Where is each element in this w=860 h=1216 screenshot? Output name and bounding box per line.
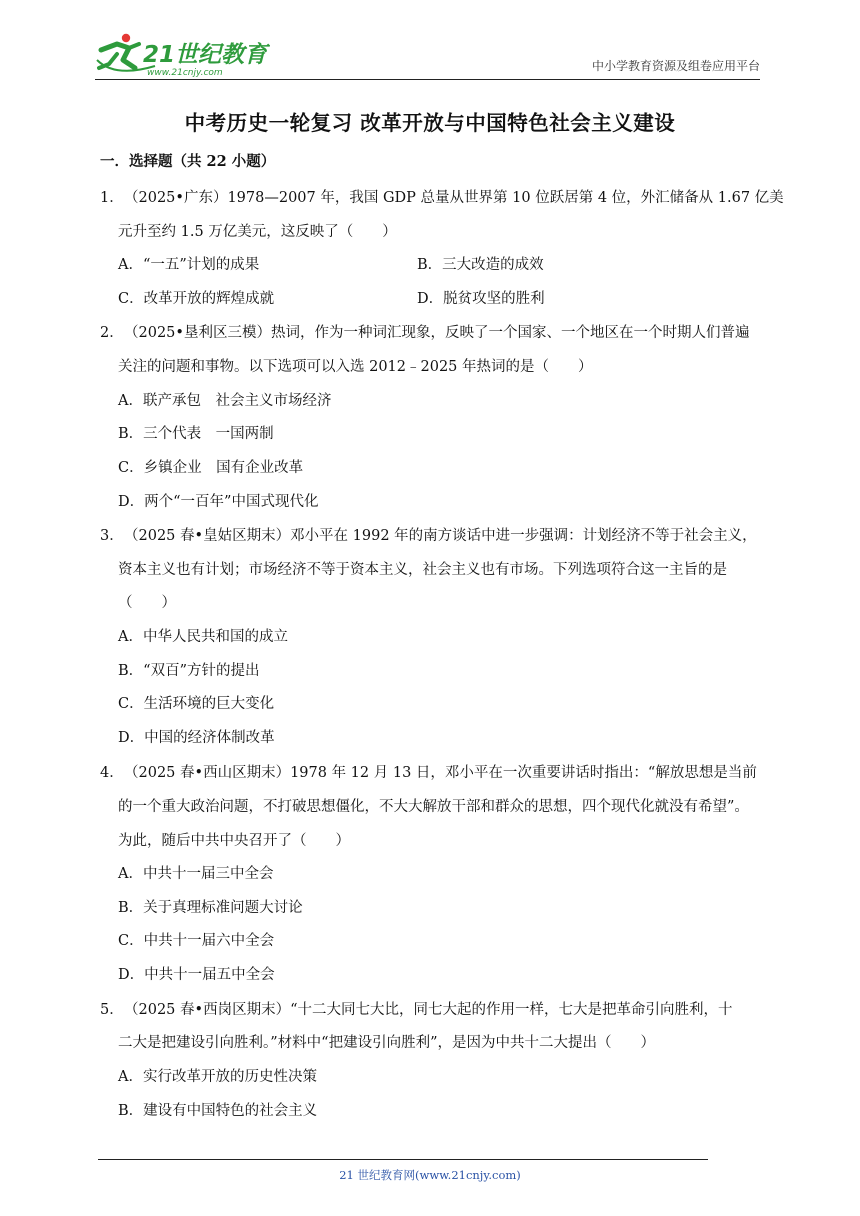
option-c[interactable]: C．生活环境的巨大变化 [118, 696, 275, 712]
question-text: 关注的问题和事物。以下选项可以入选 2012﹣2025 年热词的是（ ） [118, 359, 593, 375]
question-text: 的一个重大政治问题，不打破思想僵化，不大大解放干部和群众的思想，四个现代化就没有希望”。 [118, 799, 749, 815]
option-a[interactable]: A．联产承包 社会主义市场经济 [118, 393, 332, 409]
option-a[interactable]: A．中华人民共和国的成立 [118, 629, 288, 645]
option-d[interactable]: D．中共十一届五中全会 [118, 967, 275, 983]
header-divider [95, 79, 760, 80]
footer-link[interactable]: 21 世纪教育网(www.21cnjy.com) [339, 1168, 521, 1182]
logo-url: www.21cnjy.com [147, 68, 223, 78]
page-title: 中考历史一轮复习 改革开放与中国特色社会主义建设 [184, 111, 676, 135]
question-text: （2025 春•西山区期末）1978 年 12 月 13 日，邓小平在一次重要讲话时指出：“解放思想是当前 [124, 765, 757, 781]
question-text: 为此，随后中共中央召开了（ ） [118, 833, 350, 849]
option-d[interactable]: D．脱贫攻坚的胜利 [417, 291, 545, 307]
question-text: （2025 春•皇姑区期末）邓小平在 1992 年的南方谈话中进一步强调：计划经济不等于社会主义， [124, 528, 757, 544]
question-text: 二大是把建设引向胜利。”材料中“把建设引向胜利”，是因为中共十二大提出（ ） [118, 1035, 655, 1051]
question-text: 元升至约 1.5 万亿美元，这反映了（ ） [118, 224, 397, 240]
logo-text: 21世纪教育 [143, 42, 268, 68]
option-b[interactable]: B．建设有中国特色的社会主义 [118, 1103, 318, 1119]
option-a[interactable]: A．“一五”计划的成果 [118, 257, 260, 273]
platform-label: 中小学教育资源及组卷应用平台 [591, 59, 760, 73]
option-c[interactable]: C．中共十一届六中全会 [118, 933, 275, 949]
question-text: （2025 春•西岗区期末）“十二大同七大比，同七大起的作用一样，七大是把革命引向胜利，十 [124, 1002, 733, 1018]
option-c[interactable]: C．乡镇企业 国有企业改革 [118, 460, 304, 476]
option-b[interactable]: B．“双百”方针的提出 [118, 663, 260, 679]
question-number: 5． [100, 1002, 124, 1018]
question-text: （ ） [118, 595, 176, 611]
option-d[interactable]: D．两个“一百年”中国式现代化 [118, 494, 319, 510]
question-text: （2025•垦利区三模）热词，作为一种词汇现象，反映了一个国家、一个地区在一个时期人们普遍 [124, 325, 750, 341]
question-text: 资本主义也有计划；市场经济不等于资本主义，社会主义也有市场。下列选项符合这一主旨的是 [118, 562, 727, 578]
option-b[interactable]: B．三大改造的成效 [417, 257, 544, 273]
question-number: 3． [100, 528, 124, 544]
section-heading: 一．选择题（共 22 小题） [100, 153, 276, 170]
option-d[interactable]: D．中国的经济体制改革 [118, 730, 275, 746]
option-b[interactable]: B．关于真理标准问题大讨论 [118, 900, 303, 916]
site-logo[interactable] [95, 30, 270, 78]
question-text: （2025•广东）1978—2007 年，我国 GDP 总量从世界第 10 位跃居第 4 位，外汇储备从 1.67 亿美 [124, 190, 784, 206]
footer-divider [98, 1159, 708, 1160]
page-header [95, 28, 760, 80]
question-number: 2． [100, 325, 124, 341]
option-a[interactable]: A．中共十一届三中全会 [118, 866, 274, 882]
option-a[interactable]: A．实行改革开放的历史性决策 [118, 1069, 317, 1085]
option-b[interactable]: B．三个代表 一国两制 [118, 426, 274, 442]
question-number: 4． [100, 765, 124, 781]
option-c[interactable]: C．改革开放的辉煌成就 [118, 291, 275, 307]
question-number: 1． [100, 190, 124, 206]
